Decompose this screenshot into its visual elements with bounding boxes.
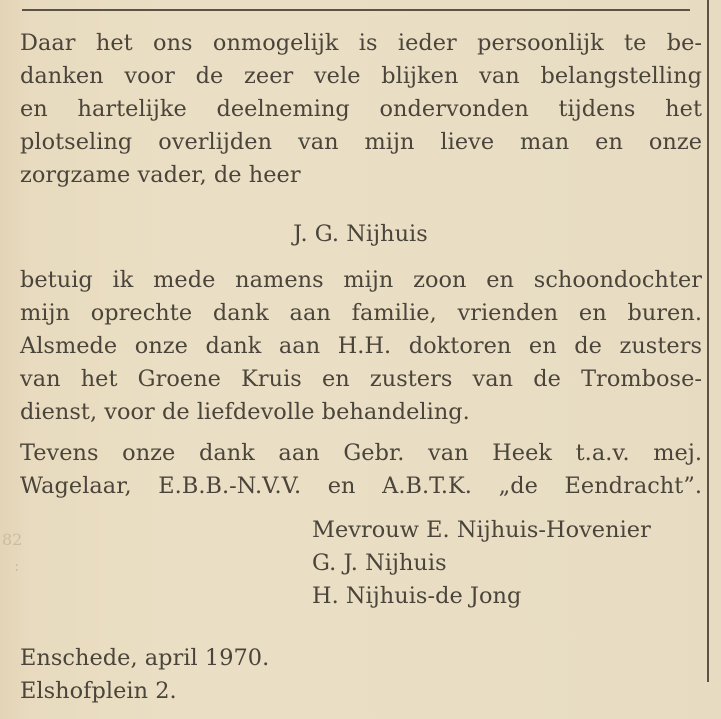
- additional-thanks-line-1: Tevens onze dank aan Gebr. van Heek t.a.v. mej.: [20, 440, 702, 466]
- signatory-3: H. Nijhuis-de Jong: [312, 583, 522, 609]
- thanks-line-3: Alsmede onze dank aan H.H. doktoren en de zusters: [20, 333, 702, 359]
- address: Elshofplein 2.: [20, 678, 177, 704]
- intro-line-2: danken voor de zeer vele blijken van belangstelling: [20, 63, 702, 89]
- additional-thanks-line-2: Wagelaar, E.B.B.-N.V.V. en A.B.T.K. „de Eendracht”.: [20, 473, 702, 499]
- thanks-line-4: van het Groene Kruis en zusters van de Trombose-: [20, 366, 702, 392]
- top-border-rule: [22, 9, 690, 11]
- place-date: Enschede, april 1970.: [20, 645, 270, 671]
- signatory-1: Mevrouw E. Nijhuis-Hovenier: [312, 517, 651, 543]
- intro-line-1: Daar het ons onmogelijk is ieder persoonlijk te be-: [20, 30, 702, 56]
- intro-line-4: plotseling overlijden van mijn lieve man en onze: [20, 129, 702, 155]
- deceased-name: J. G. Nijhuis: [293, 221, 428, 247]
- show-through-mark: 82: [2, 530, 23, 549]
- intro-line-5: zorgzame vader, de heer: [20, 162, 301, 188]
- thanks-line-2: mijn oprechte dank aan familie, vrienden en buren.: [20, 300, 702, 326]
- intro-line-3: en hartelijke deelneming ondervonden tijdens het: [20, 96, 702, 122]
- right-border-rule: [707, 0, 709, 682]
- thanks-line-5: dienst, voor de liefdevolle behandeling.: [20, 399, 470, 425]
- signatory-2: G. J. Nijhuis: [312, 550, 447, 576]
- show-through-mark: :: [14, 556, 20, 575]
- thanks-line-1: betuig ik mede namens mijn zoon en schoondochter: [20, 267, 702, 293]
